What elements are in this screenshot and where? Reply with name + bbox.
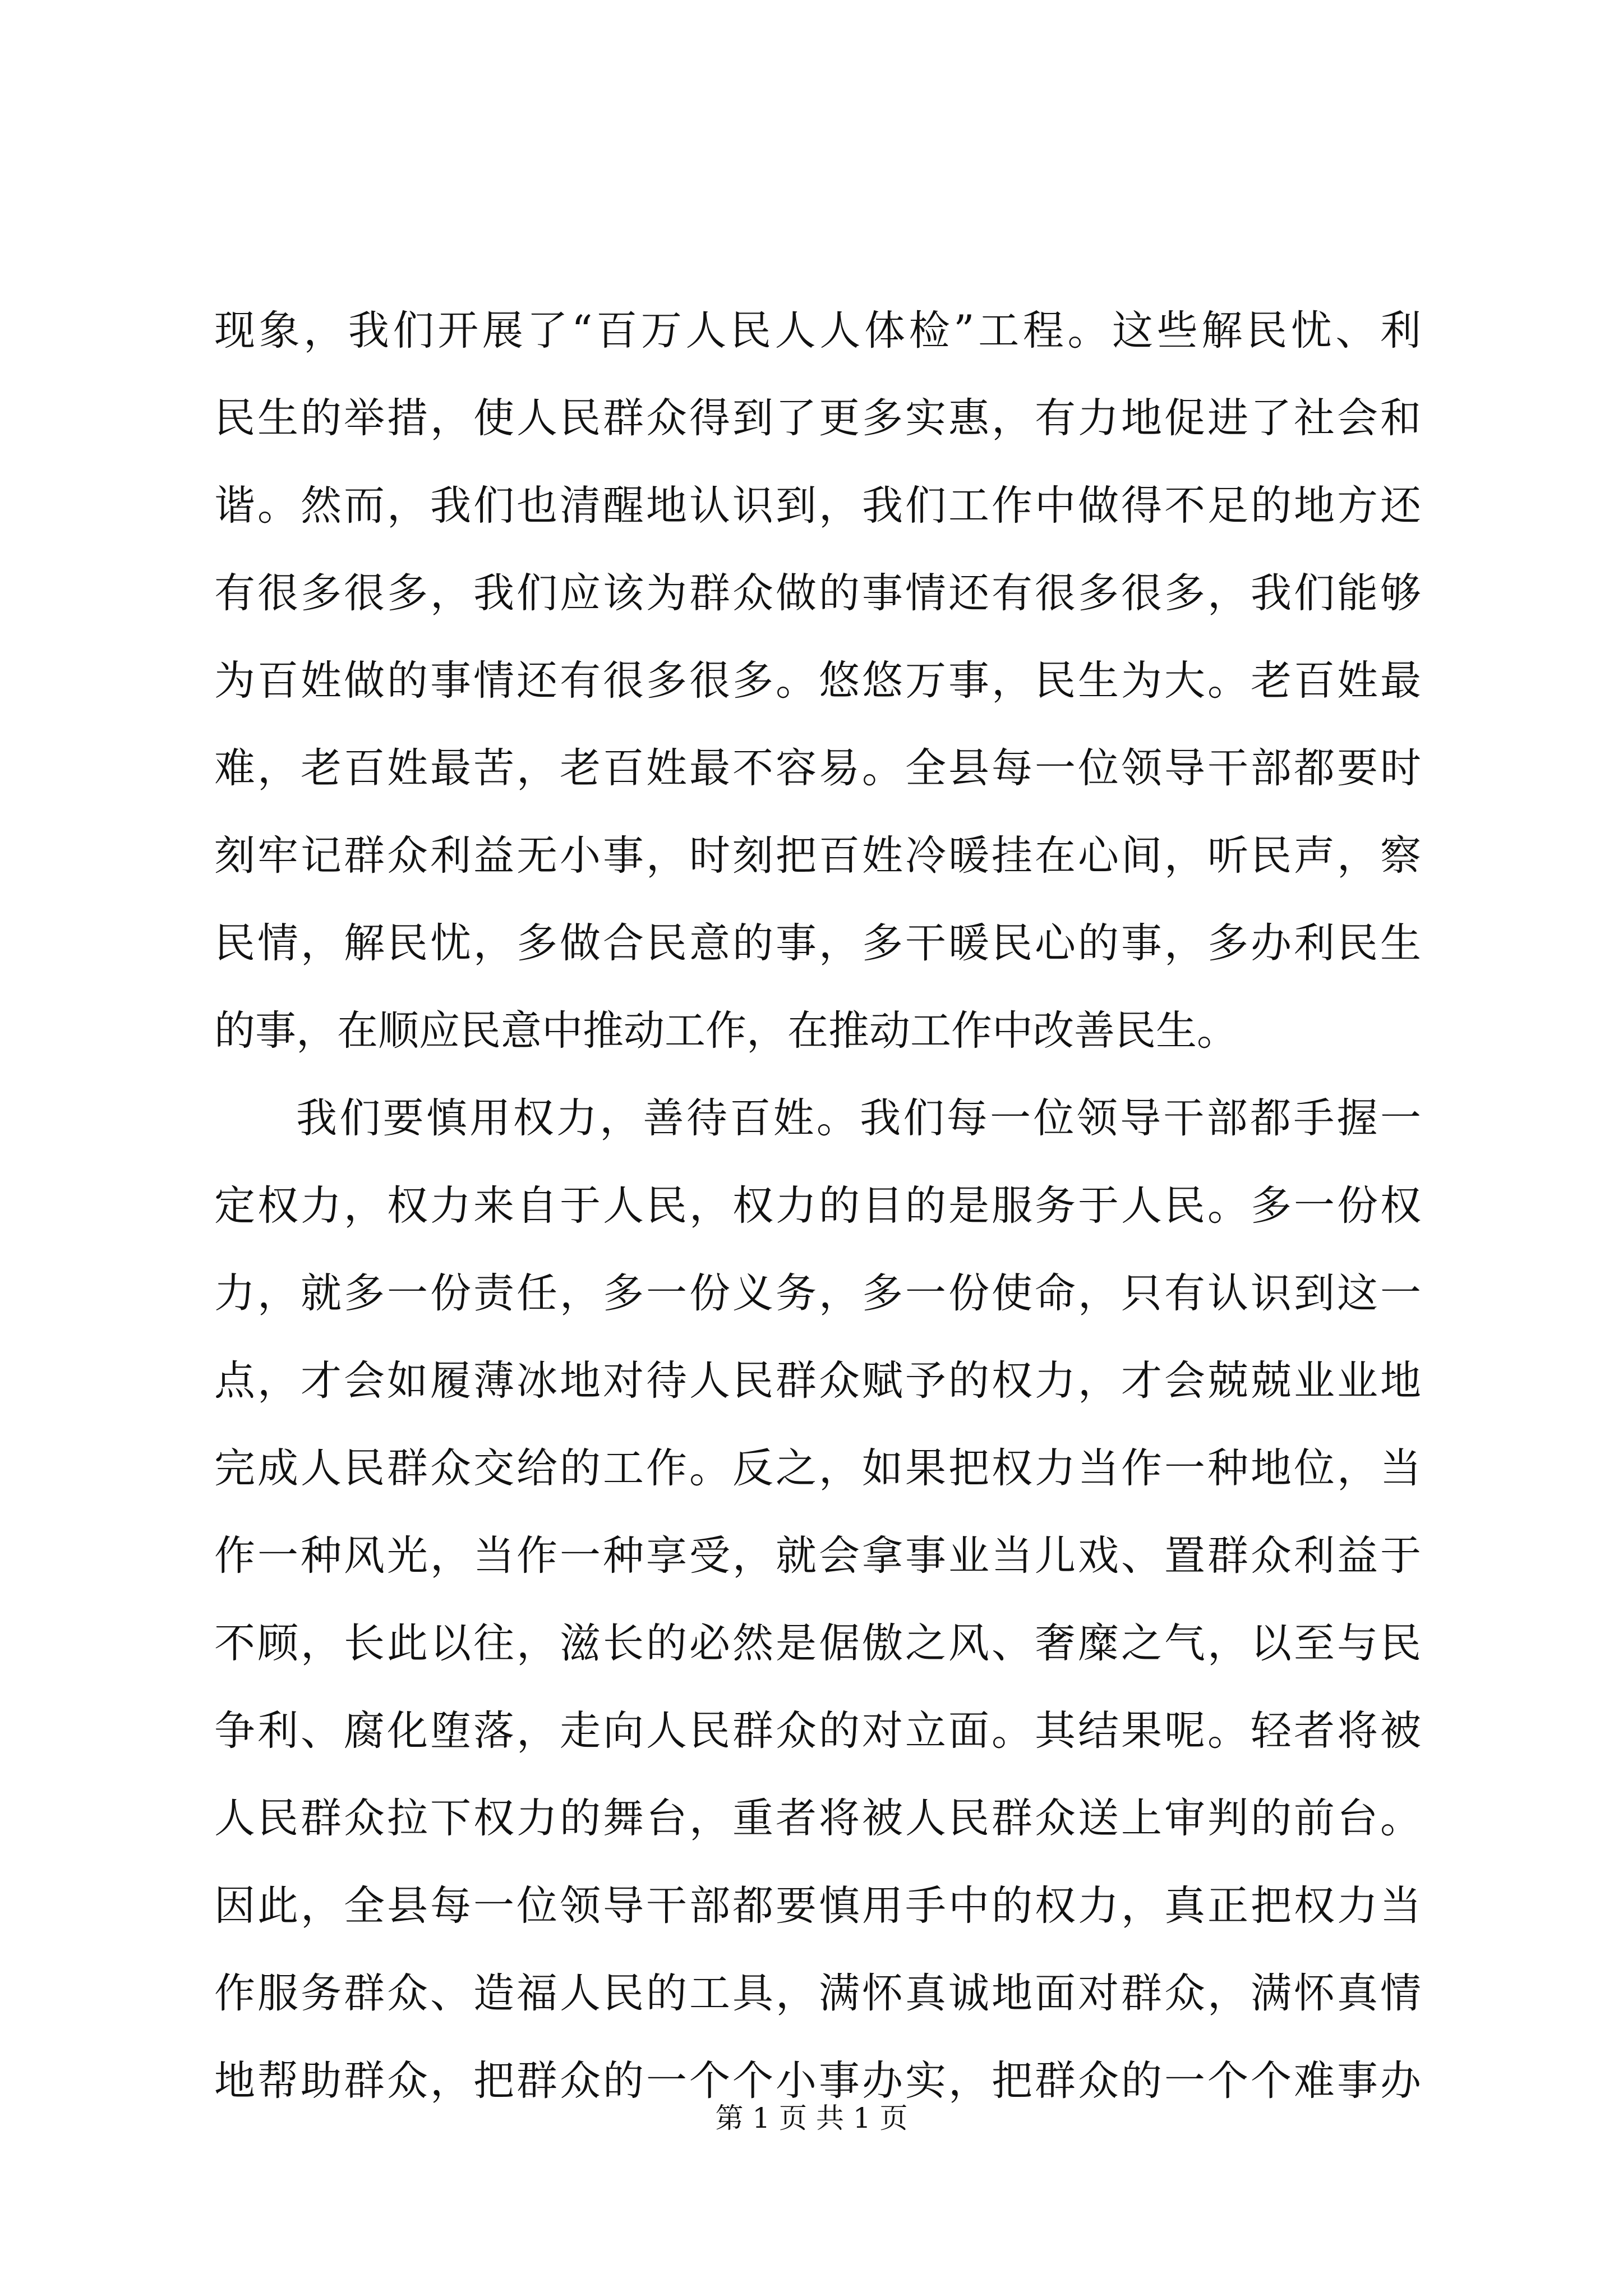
text-line: 为百姓做的事情还有很多很多。悠悠万事，民生为大。老百姓最 [214,657,1421,705]
text-line: 民生的举措，使人民群众得到了更多实惠，有力地促进了社会和 [214,394,1421,442]
document-body [214,287,1421,2125]
text-line: 因此，全县每一位领导干部都要慎用手中的权力，真正把权力当 [214,1882,1421,1930]
text-line: 现象，我们开展了“百万人民人人体检”工程。这些解民忧、利 [214,307,1421,355]
text-line: 不顾，长此以往，滋长的必然是倨傲之风、奢糜之气，以至与民 [214,1619,1421,1667]
text-line: 地帮助群众，把群众的一个个小事办实，把群众的一个个难事办 [214,2057,1421,2105]
text-line: 谐。然而，我们也清醒地认识到，我们工作中做得不足的地方还 [214,482,1421,530]
text-line: 作服务群众、造福人民的工具，满怀真诚地面对群众，满怀真情 [214,1970,1421,2017]
text-line: 力，就多一份责任，多一份义务，多一份使命，只有认识到这一 [214,1269,1421,1317]
text-line: 有很多很多，我们应该为群众做的事情还有很多很多，我们能够 [214,569,1421,617]
text-line: 民情，解民忧，多做合民意的事，多干暖民心的事，多办利民生 [214,919,1421,967]
paragraph-first-line: 我们要慎用权力，善待百姓。我们每一位领导干部都手握一 [296,1094,1421,1142]
text-line: 点，才会如履薄冰地对待人民群众赋予的权力，才会兢兢业业地 [214,1357,1421,1405]
page-footer [0,2096,1623,2136]
paragraph-end-line: 的事，在顺应民意中推动工作，在推动工作中改善民生。 [214,1007,1238,1055]
text-line: 难，老百姓最苦，老百姓最不容易。全县每一位领导干部都要时 [214,744,1421,792]
text-line: 完成人民群众交给的工作。反之，如果把权力当作一种地位，当 [214,1444,1421,1492]
page-number: 第 1 页 共 1 页 [715,2102,908,2134]
text-line: 作一种风光，当作一种享受，就会拿事业当儿戏、置群众利益于 [214,1532,1421,1580]
text-line: 人民群众拉下权力的舞台，重者将被人民群众送上审判的前台。 [214,1795,1421,1842]
text-line: 刻牢记群众利益无小事，时刻把百姓冷暖挂在心间，听民声，察 [214,832,1421,880]
text-line: 定权力，权力来自于人民，权力的目的是服务于人民。多一份权 [214,1182,1421,1230]
text-line: 争利、腐化堕落，走向人民群众的对立面。其结果呢。轻者将被 [214,1707,1421,1755]
